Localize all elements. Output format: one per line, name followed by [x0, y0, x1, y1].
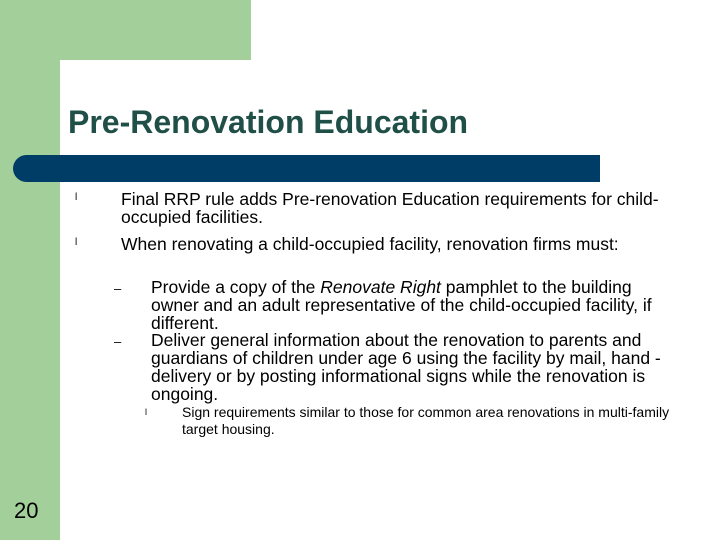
slide-title: Pre-Renovation Education	[68, 104, 469, 140]
sub-bullet-text: Provide a copy of the Renovate Right pamphlet to the building owner and an adult representative of the child-occupied facility, if different.	[151, 277, 652, 333]
sub-bullet-text: Deliver general information about the renovation to parents and guardians of children under age 6 using the facility by mail, hand -delivery or by posting informational signs while the renovation is ongoing.	[151, 330, 661, 404]
slide-number: 20	[14, 498, 39, 523]
bullet-marker: l	[75, 192, 78, 203]
bullet-marker: l	[75, 237, 78, 248]
sub-bullet-marker: –	[114, 281, 122, 296]
sub-sub-bullet-text: Sign requirements similar to those for common area renovations in multi-family target housing.	[182, 404, 670, 437]
pamphlet-title: Renovate Right	[320, 277, 441, 297]
bullet-text: Final RRP rule adds Pre-renovation Education requirements for child-occupied facilities.	[121, 189, 659, 227]
bullet-text: When renovating a child-occupied facility, renovation firms must:	[121, 234, 619, 254]
sub-bullet-marker: –	[114, 334, 122, 349]
sub-sub-bullet-marker: l	[145, 407, 147, 417]
